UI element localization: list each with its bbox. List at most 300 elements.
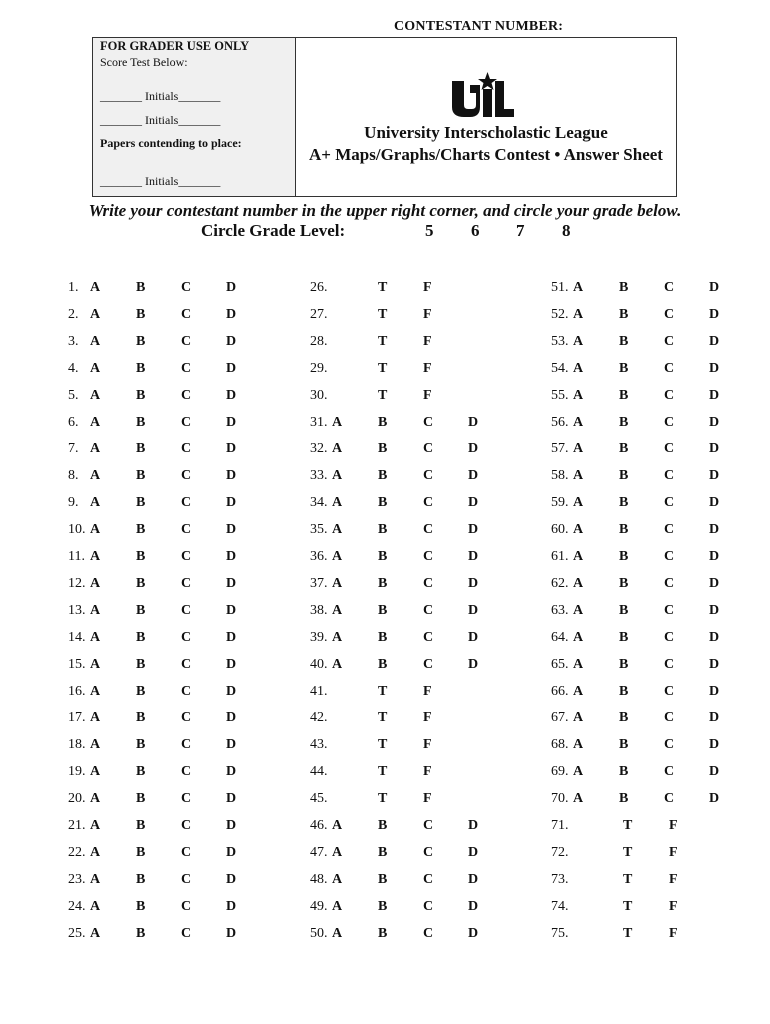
answer-option-d[interactable]: D [226,602,237,618]
answer-option-b[interactable]: B [136,306,146,322]
answer-option-a[interactable]: A [573,306,584,322]
answer-option-d[interactable]: D [709,280,720,295]
answer-option-c[interactable]: C [664,575,675,591]
answer-option-c[interactable]: C [664,333,675,349]
answer-option-t[interactable]: T [378,764,388,780]
answer-option-a[interactable]: A [573,468,584,484]
answer-option-d[interactable]: D [709,602,720,618]
answer-option-c[interactable]: C [423,468,434,484]
answer-option-b[interactable]: B [378,549,388,564]
answer-option-d[interactable]: D [468,629,479,645]
answer-option-t[interactable]: T [378,737,388,753]
answer-option-b[interactable]: B [136,925,146,941]
answer-option-b[interactable]: B [619,575,629,591]
answer-option-b[interactable]: B [378,468,388,484]
answer-option-f[interactable]: F [423,387,432,403]
question-number: 24. [68,898,86,914]
answer-option-d[interactable]: D [709,549,720,564]
answer-option-b[interactable]: B [619,306,629,322]
answer-option-a[interactable]: A [573,333,584,349]
question-number: 36. [310,549,328,564]
answer-option-a[interactable]: A [332,441,343,457]
answer-option-d[interactable]: D [709,495,720,511]
answer-option-b[interactable]: B [619,280,629,295]
answer-option-t[interactable]: T [378,333,388,349]
answer-option-a[interactable]: A [90,333,101,349]
answer-option-b[interactable]: B [136,629,146,645]
question-number: 20. [68,791,86,807]
answer-option-c[interactable]: C [664,441,675,457]
question-number: 28. [310,333,328,349]
answer-option-t[interactable]: T [623,844,633,860]
answer-option-a[interactable]: A [332,656,343,672]
answer-option-d[interactable]: D [709,710,720,726]
grade-option-5[interactable]: 5 [425,221,434,240]
answer-option-a[interactable]: A [90,898,101,914]
answer-option-d[interactable]: D [226,925,237,941]
answer-option-f[interactable]: F [423,791,432,807]
answer-option-a[interactable]: A [90,656,101,672]
answer-option-c[interactable]: C [664,414,675,430]
answer-option-t[interactable]: T [623,925,633,941]
answer-option-c[interactable]: C [181,871,192,887]
answer-option-b[interactable]: B [136,764,146,780]
answer-option-a[interactable]: A [90,871,101,887]
answer-option-a[interactable]: A [573,656,584,672]
answer-option-b[interactable]: B [136,898,146,914]
answer-option-a[interactable]: A [573,791,584,807]
answer-option-a[interactable]: A [332,495,343,511]
answer-option-b[interactable]: B [378,441,388,457]
answer-option-a[interactable]: A [90,468,101,484]
answer-option-c[interactable]: C [423,844,434,860]
answer-option-d[interactable]: D [468,441,479,457]
answer-option-d[interactable]: D [468,575,479,591]
answer-option-a[interactable]: A [332,898,343,914]
question-number: 34. [310,495,328,511]
answer-option-c[interactable]: C [423,575,434,591]
answer-option-d[interactable]: D [226,737,237,753]
answer-option-t[interactable]: T [623,871,633,887]
answer-option-a[interactable]: A [332,629,343,645]
answer-option-a[interactable]: A [90,549,101,564]
answer-option-a[interactable]: A [573,602,584,618]
answer-option-t[interactable]: T [378,791,388,807]
answer-option-b[interactable]: B [136,522,146,538]
answer-option-d[interactable]: D [226,791,237,807]
answer-option-c[interactable]: C [181,549,192,564]
answer-option-b[interactable]: B [136,602,146,618]
answer-option-c[interactable]: C [423,414,434,430]
answer-option-b[interactable]: B [136,333,146,349]
answer-option-a[interactable]: A [573,414,584,430]
answer-option-a[interactable]: A [90,764,101,780]
answer-option-b[interactable]: B [378,844,388,860]
answer-option-b[interactable]: B [136,575,146,591]
answer-option-a[interactable]: A [573,280,584,295]
answer-option-b[interactable]: B [136,656,146,672]
answer-option-a[interactable]: A [90,844,101,860]
answer-option-f[interactable]: F [423,280,432,295]
answer-option-a[interactable]: A [90,737,101,753]
answer-option-a[interactable]: A [573,522,584,538]
answer-option-b[interactable]: B [619,764,629,780]
answer-option-f[interactable]: F [423,710,432,726]
answer-option-b[interactable]: B [136,495,146,511]
answer-option-c[interactable]: C [181,280,192,295]
question-number: 71. [551,818,569,833]
answer-option-b[interactable]: B [378,495,388,511]
answer-option-b[interactable]: B [378,629,388,645]
answer-option-c[interactable]: C [664,656,675,672]
answer-option-d[interactable]: D [226,387,237,403]
answer-option-d[interactable]: D [226,683,237,699]
answer-option-c[interactable]: C [181,441,192,457]
answer-option-d[interactable]: D [226,818,237,833]
answer-option-c[interactable]: C [181,602,192,618]
answer-option-c[interactable]: C [423,925,434,941]
answer-option-a[interactable]: A [573,764,584,780]
answer-option-c[interactable]: C [423,656,434,672]
answer-option-t[interactable]: T [378,360,388,376]
answer-option-a[interactable]: A [90,818,101,833]
answer-option-b[interactable]: B [136,737,146,753]
answer-option-d[interactable]: D [226,522,237,538]
answer-option-f[interactable]: F [669,925,678,941]
answer-option-b[interactable]: B [619,387,629,403]
answer-option-a[interactable]: A [573,549,584,564]
answer-option-c[interactable]: C [664,737,675,753]
answer-option-d[interactable]: D [709,737,720,753]
answer-option-f[interactable]: F [423,333,432,349]
answer-option-d[interactable]: D [468,844,479,860]
answer-option-a[interactable]: A [90,522,101,538]
answer-option-c[interactable]: C [423,549,434,564]
answer-option-d[interactable]: D [709,414,720,430]
answer-option-a[interactable]: A [332,414,343,430]
question-number: 73. [551,871,569,887]
answer-option-d[interactable]: D [709,791,720,807]
question-number: 31. [310,414,328,430]
answer-option-b[interactable]: B [619,441,629,457]
answer-option-b[interactable]: B [619,522,629,538]
grade-option-8[interactable]: 8 [562,221,571,240]
answer-option-c[interactable]: C [181,737,192,753]
answer-option-c[interactable]: C [664,549,675,564]
answer-option-b[interactable]: B [136,791,146,807]
answer-option-a[interactable]: A [90,495,101,511]
answer-option-d[interactable]: D [226,844,237,860]
answer-option-c[interactable]: C [423,522,434,538]
answer-option-c[interactable]: C [664,629,675,645]
answer-option-a[interactable]: A [90,414,101,430]
answer-option-c[interactable]: C [181,844,192,860]
answer-option-d[interactable]: D [226,898,237,914]
answer-option-f[interactable]: F [423,683,432,699]
answer-option-f[interactable]: F [669,898,678,914]
answer-option-c[interactable]: C [181,333,192,349]
answer-option-d[interactable]: D [226,441,237,457]
answer-option-b[interactable]: B [619,549,629,564]
answer-option-a[interactable]: A [90,925,101,941]
answer-option-d[interactable]: D [709,656,720,672]
answer-option-t[interactable]: T [378,387,388,403]
answer-option-b[interactable]: B [378,656,388,672]
answer-option-d[interactable]: D [468,656,479,672]
answer-option-b[interactable]: B [136,683,146,699]
answer-option-a[interactable]: A [573,387,584,403]
header-box [92,37,677,197]
answer-option-b[interactable]: B [619,710,629,726]
answer-option-d[interactable]: D [226,333,237,349]
answer-option-d[interactable]: D [226,764,237,780]
answer-option-a[interactable]: A [573,575,584,591]
answer-option-d[interactable]: D [709,764,720,780]
answer-option-c[interactable]: C [664,522,675,538]
answer-option-d[interactable]: D [709,522,720,538]
answer-option-t[interactable]: T [623,898,633,914]
answer-option-c[interactable]: C [664,764,675,780]
answer-option-d[interactable]: D [468,818,479,833]
answer-option-c[interactable]: C [181,414,192,430]
answer-option-d[interactable]: D [226,629,237,645]
answer-option-d[interactable]: D [226,710,237,726]
answer-option-c[interactable]: C [181,575,192,591]
answer-option-a[interactable]: A [90,280,101,295]
answer-option-b[interactable]: B [619,683,629,699]
answer-option-a[interactable]: A [332,468,343,484]
answer-option-c[interactable]: C [423,871,434,887]
answer-option-a[interactable]: A [332,818,343,833]
answer-option-c[interactable]: C [664,306,675,322]
answer-option-b[interactable]: B [136,360,146,376]
answer-option-a[interactable]: A [90,387,101,403]
answer-option-a[interactable]: A [90,629,101,645]
answer-option-c[interactable]: C [181,764,192,780]
answer-option-c[interactable]: C [664,387,675,403]
answer-option-a[interactable]: A [332,522,343,538]
answer-option-b[interactable]: B [378,925,388,941]
answer-option-b[interactable]: B [136,280,146,295]
answer-option-d[interactable]: D [709,387,720,403]
question-number: 40. [310,656,328,672]
answer-option-d[interactable]: D [226,280,237,295]
answer-option-f[interactable]: F [669,818,678,833]
answer-option-b[interactable]: B [619,495,629,511]
answer-option-b[interactable]: B [136,549,146,564]
instructions: Write your contestant number in the upper right corner, and circle your grade below. [88,201,682,220]
answer-option-c[interactable]: C [423,629,434,645]
answer-option-d[interactable]: D [226,549,237,564]
answer-option-c[interactable]: C [181,468,192,484]
grader-title: FOR GRADER USE ONLY [100,39,250,53]
answer-option-t[interactable]: T [378,710,388,726]
answer-option-d[interactable]: D [709,360,720,376]
answer-option-a[interactable]: A [90,791,101,807]
answer-option-a[interactable]: A [573,629,584,645]
grade-level-label: Circle Grade Level: [201,221,346,240]
answer-option-b[interactable]: B [136,818,146,833]
answer-option-b[interactable]: B [378,818,388,833]
answer-option-d[interactable]: D [468,602,479,618]
answer-option-a[interactable]: A [90,710,101,726]
answer-option-a[interactable]: A [90,306,101,322]
answer-option-d[interactable]: D [226,871,237,887]
answer-option-c[interactable]: C [181,629,192,645]
answer-option-c[interactable]: C [664,602,675,618]
answer-option-c[interactable]: C [181,360,192,376]
answer-option-f[interactable]: F [423,737,432,753]
answer-option-b[interactable]: B [619,468,629,484]
answer-option-c[interactable]: C [423,441,434,457]
answer-option-b[interactable]: B [378,575,388,591]
answer-option-d[interactable]: D [226,414,237,430]
answer-option-a[interactable]: A [573,710,584,726]
answer-option-b[interactable]: B [378,871,388,887]
answer-option-d[interactable]: D [709,306,720,322]
answer-option-c[interactable]: C [181,898,192,914]
answer-option-d[interactable]: D [709,333,720,349]
answer-option-a[interactable]: A [332,844,343,860]
answer-option-d[interactable]: D [468,468,479,484]
answer-option-b[interactable]: B [619,737,629,753]
answer-option-b[interactable]: B [619,360,629,376]
answer-option-a[interactable]: A [90,575,101,591]
answer-option-f[interactable]: F [669,844,678,860]
answer-option-b[interactable]: B [136,710,146,726]
answer-option-d[interactable]: D [226,468,237,484]
answer-option-d[interactable]: D [468,495,479,511]
answer-option-b[interactable]: B [619,656,629,672]
answer-option-c[interactable]: C [664,280,675,295]
answer-option-a[interactable]: A [90,360,101,376]
answer-option-a[interactable]: A [573,360,584,376]
grade-option-7[interactable]: 7 [516,221,525,240]
answer-option-c[interactable]: C [664,683,675,699]
answer-option-f[interactable]: F [669,871,678,887]
question-number: 2. [68,306,79,322]
question-number: 57. [551,441,569,457]
papers-contending-label: Papers contending to place: [100,136,242,150]
answer-option-c[interactable]: C [181,495,192,511]
answer-option-a[interactable]: A [332,871,343,887]
answer-option-t[interactable]: T [378,683,388,699]
answer-option-b[interactable]: B [136,441,146,457]
answer-option-a[interactable]: A [573,737,584,753]
answer-option-d[interactable]: D [709,468,720,484]
answer-option-b[interactable]: B [378,898,388,914]
answer-option-c[interactable]: C [423,898,434,914]
answer-option-b[interactable]: B [619,629,629,645]
answer-option-a[interactable]: A [573,495,584,511]
question-number: 46. [310,818,328,833]
answer-option-d[interactable]: D [468,898,479,914]
answer-option-c[interactable]: C [181,925,192,941]
answer-option-d[interactable]: D [709,575,720,591]
answer-option-d[interactable]: D [226,656,237,672]
answer-option-a[interactable]: A [332,575,343,591]
answer-option-c[interactable]: C [423,495,434,511]
answer-option-b[interactable]: B [619,602,629,618]
answer-option-d[interactable]: D [468,549,479,564]
question-number: 54. [551,360,569,376]
answer-option-c[interactable]: C [181,656,192,672]
answer-option-c[interactable]: C [664,468,675,484]
answer-option-c[interactable]: C [181,791,192,807]
answer-option-b[interactable]: B [136,387,146,403]
answer-option-a[interactable]: A [332,602,343,618]
answer-option-t[interactable]: T [378,280,388,295]
logo-area [296,38,676,196]
answer-option-c[interactable]: C [664,791,675,807]
answer-option-c[interactable]: C [181,710,192,726]
answer-option-a[interactable]: A [90,602,101,618]
answer-option-c[interactable]: C [664,710,675,726]
answer-option-c[interactable]: C [181,683,192,699]
grade-option-6[interactable]: 6 [471,221,480,240]
answer-option-b[interactable]: B [619,414,629,430]
grader-initials-3: _______ Initials_______ [100,174,221,188]
answer-option-d[interactable]: D [226,306,237,322]
answer-option-c[interactable]: C [664,495,675,511]
answer-option-t[interactable]: T [378,306,388,322]
answer-option-f[interactable]: F [423,306,432,322]
answer-option-a[interactable]: A [90,441,101,457]
question-number: 66. [551,683,569,699]
answer-option-b[interactable]: B [136,871,146,887]
answer-option-b[interactable]: B [136,468,146,484]
answer-option-d[interactable]: D [468,925,479,941]
answer-option-d[interactable]: D [709,441,720,457]
answer-option-d[interactable]: D [226,495,237,511]
question-number: 9. [68,495,79,511]
answer-option-b[interactable]: B [619,333,629,349]
answer-option-c[interactable]: C [181,818,192,833]
question-number: 12. [68,575,86,591]
answer-option-a[interactable]: A [90,683,101,699]
answer-option-b[interactable]: B [378,414,388,430]
answer-option-c[interactable]: C [181,306,192,322]
answer-option-d[interactable]: D [468,522,479,538]
answer-option-a[interactable]: A [332,549,343,564]
answer-option-b[interactable]: B [619,791,629,807]
question-number: 50. [310,925,328,941]
answer-option-d[interactable]: D [226,360,237,376]
question-number: 27. [310,306,328,322]
answer-option-c[interactable]: C [423,818,434,833]
answer-option-d[interactable]: D [226,575,237,591]
answer-option-b[interactable]: B [378,522,388,538]
answer-option-f[interactable]: F [423,360,432,376]
answer-option-d[interactable]: D [468,414,479,430]
answer-option-c[interactable]: C [181,522,192,538]
answer-option-b[interactable]: B [136,844,146,860]
answer-option-t[interactable]: T [623,818,633,833]
answer-option-b[interactable]: B [378,602,388,618]
answer-option-d[interactable]: D [709,683,720,699]
answer-option-d[interactable]: D [709,629,720,645]
answer-option-a[interactable]: A [573,441,584,457]
answer-option-f[interactable]: F [423,764,432,780]
answer-option-b[interactable]: B [136,414,146,430]
answer-option-c[interactable]: C [664,360,675,376]
answer-option-c[interactable]: C [423,602,434,618]
answer-option-c[interactable]: C [181,387,192,403]
answer-option-d[interactable]: D [468,871,479,887]
org-name: University Interscholastic League [364,123,608,142]
answer-option-a[interactable]: A [332,925,343,941]
answer-option-a[interactable]: A [573,683,584,699]
